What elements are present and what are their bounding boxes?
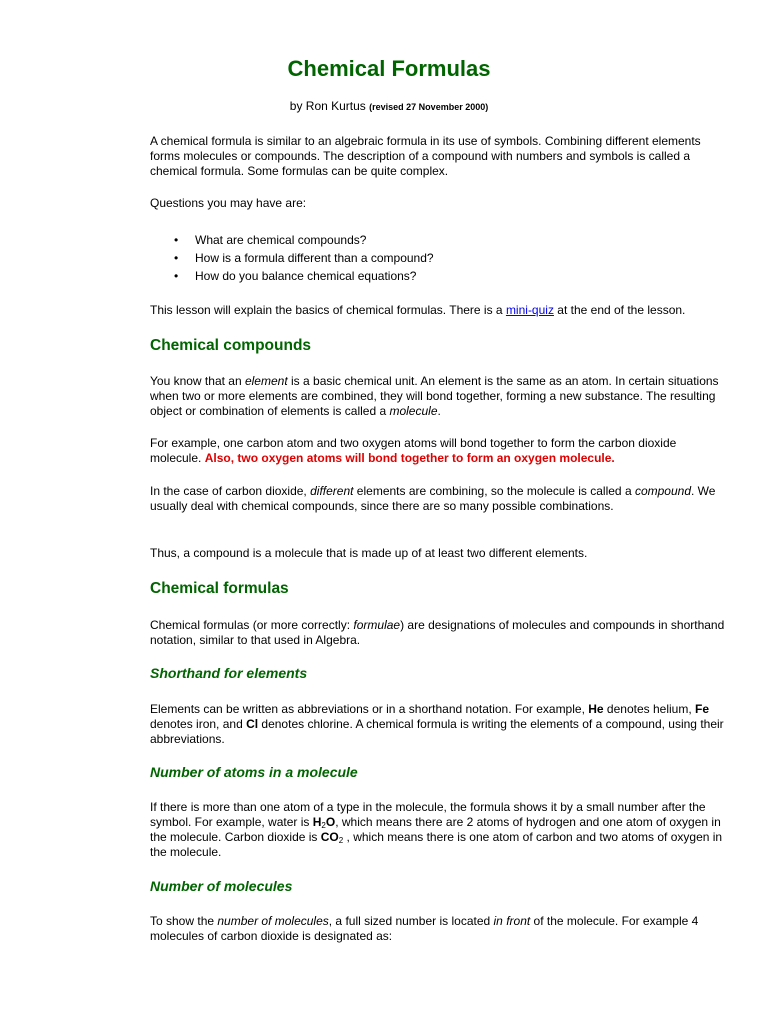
lesson-note-text: This lesson will explain the basics of chemical formulas. There is a: [150, 303, 506, 317]
heading-number-of-molecules: Number of molecules: [150, 878, 293, 894]
heading-chemical-formulas: Chemical formulas: [150, 580, 289, 597]
heading-chemical-compounds: Chemical compounds: [150, 337, 312, 354]
heading-number-of-atoms: Number of atoms in a molecule: [150, 764, 358, 780]
formulas-paragraph: Chemical formulas (or more correctly: formulae) are designations of molecules and compounds in shorthand notation, similar to that used in Algebra.: [150, 618, 725, 647]
list-item-text: How do you balance chemical equations?: [195, 269, 417, 283]
questions-intro: Questions you may have are:: [150, 196, 307, 210]
byline-author: by Ron Kurtus: [289, 99, 366, 113]
list-item-text: How is a formula different than a compound?: [195, 251, 434, 265]
mini-quiz-link[interactable]: mini-quiz: [505, 303, 554, 317]
list-item: [150, 231, 725, 249]
bullet-icon: •: [174, 269, 179, 283]
lesson-note-text-end: at the end of the lesson.: [553, 303, 686, 317]
compounds-paragraph-1: You know that an element is a basic chemical unit. An element is the same as an atom. In certain situations when two or more elements are combined, they will bond together, forming a new substance. The resulting object or combination of elements is called a molecule.: [150, 374, 719, 418]
list-item-text: What are chemical compounds?: [195, 233, 367, 247]
heading-shorthand-for-elements: Shorthand for elements: [150, 665, 308, 681]
questions-list: [150, 231, 725, 285]
byline-revised: (revised 27 November 2000): [369, 102, 489, 112]
byline: [0, 99, 768, 113]
intro-paragraph: A chemical formula is similar to an algebraic formula in its use of symbols. Combining different elements forms molecules or compounds. The description of a compound with numbers and symbols is called a chemical formula. Some formulas can be quite complex.: [150, 134, 701, 178]
molecules-paragraph: To show the number of molecules, a full sized number is located in front of the molecule. For example 4 molecules of carbon dioxide is designated as:: [150, 914, 699, 943]
atoms-paragraph: If there is more than one atom of a type in the molecule, the formula shows it by a small number after the symbol. For example, water is $H_2O$, which means there are 2 atoms of hydrogen and one atom of oxygen in the molecule. Carbon dioxide is $CO_2$ , which means there is one atom of carbon and two atoms of oxygen in the molecule.: [150, 800, 723, 859]
highlighted-text: Also, two oxygen atoms will bond together to form an oxygen molecule.: [204, 451, 615, 465]
compounds-paragraph-2: For example, one carbon atom and two oxygen atoms will bond together to form the carbon dioxide molecule. Also, two oxygen atoms will bond together to form an oxygen molecule.: [150, 436, 677, 465]
list-item: [150, 249, 725, 267]
compounds-paragraph-4: Thus, a compound is a molecule that is made up of at least two different elements.: [150, 546, 588, 560]
shorthand-paragraph: Elements can be written as abbreviations or in a shorthand notation. For example, He denotes helium, Fe denotes iron, and Cl denotes chlorine. A chemical formula is writing the elements of a compound, using their abbreviations.: [150, 702, 724, 746]
bullet-icon: •: [174, 233, 179, 247]
lesson-note: [150, 303, 725, 318]
bullet-icon: •: [174, 251, 179, 265]
page-title: Chemical Formulas: [287, 56, 491, 81]
compounds-paragraph-3: In the case of carbon dioxide, different elements are combining, so the molecule is called a compound. We usually deal with chemical compounds, since there are so many possible combinations.: [150, 484, 716, 513]
list-item: [150, 267, 725, 285]
